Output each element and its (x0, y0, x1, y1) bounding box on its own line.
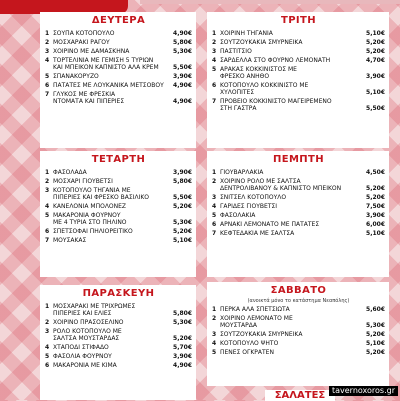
menu-item-name: ΚΟΤΟΠΟΥΛΟ ΤΗΓΑΝΙΑ ΜΕ ΠΙΠΕΡΙΕΣ ΚΑΙ ΦΡΕΣΚΟ ΒΑΣΙΛΙΚΟ (53, 187, 149, 201)
menu-item-number: 4 (212, 340, 217, 347)
menu-item (212, 178, 385, 192)
menu-item-number: 5 (212, 66, 217, 73)
menu-day-saturday (207, 282, 389, 386)
menu-item (45, 39, 192, 46)
menu-item (212, 48, 385, 55)
menu-item (45, 30, 192, 37)
menu-item-name: ΣΟΥΤΖΟΥΚΑΚΙΑ ΣΜΥΡΝΕΙΚΑ (220, 39, 303, 46)
menu-item-number: 4 (212, 57, 217, 64)
menu-item-number: 1 (45, 169, 50, 176)
menu-items (212, 169, 385, 237)
menu-item-name: ΓΙΟΥΒΑΡΛΑΚΙΑ (220, 169, 264, 176)
menu-item-price: 4,50€ (366, 169, 385, 176)
menu-item-name: ΦΑΣΟΛΙΑ ΦΟΥΡΝΟΥ (53, 353, 112, 360)
menu-item (212, 349, 385, 356)
menu-item-price: 7,50€ (366, 203, 385, 210)
menu-item-name: ΜΑΚΑΡΟΝΙΑ ΜΕ ΚΙΜΑ (53, 362, 117, 369)
day-subtitle: (ανοικτά μόνο το κατάστημα Νεαπόλης) (247, 298, 350, 304)
menu-item-price: 5,30€ (173, 319, 192, 326)
menu-day-monday (40, 12, 196, 148)
menu-item-name: ΠΑΤΑΤΕΣ ΜΕ ΛΟΥΚΑΝΙΚΑ ΜΕΤΣΟΒΟΥ (53, 82, 164, 89)
header-strip (140, 0, 400, 4)
menu-item-price: 3,90€ (366, 73, 385, 80)
menu-item-number: 3 (212, 331, 217, 338)
menu-item-price: 5,60€ (366, 306, 385, 313)
menu-item-price: 5,20€ (366, 48, 385, 55)
menu-item-name: ΧΟΙΡΙΝΟ ΛΕΜΟΝΑΤΟ ΜΕ ΜΟΥΣΤΑΡΔΑ (220, 315, 293, 329)
menu-item-price: 5,30€ (173, 219, 192, 226)
menu-item-number: 1 (45, 30, 50, 37)
menu-item-price: 3,90€ (173, 169, 192, 176)
menu-item-name: ΓΑΡΙΔΕΣ ΓΙΟΥΒΕΤΣΙ (220, 203, 278, 210)
menu-item-name: ΑΡΝΑΚΙ ΛΕΜΟΝΑΤΟ ΜΕ ΠΑΤΑΤΕΣ (220, 221, 320, 228)
salads-title: ΣΑΛΑΤΕΣ (265, 390, 335, 401)
menu-item (45, 48, 192, 55)
menu-item (45, 57, 192, 71)
menu-item (45, 328, 192, 342)
menu-item (212, 30, 385, 37)
menu-item-name: ΧΟΙΡΙΝΟ ΡΟΛΟ ΜΕ ΣΑΛΤΣΑ ΔΕΝΤΡΟΛΙΒΑΝΟΥ & ΚΑΠΝΙΣΤΟ ΜΠΕΙΚΟΝ (220, 178, 342, 192)
menu-item-number: 7 (45, 91, 50, 98)
menu-day-wednesday (40, 151, 196, 277)
menu-item (212, 82, 385, 96)
menu-item-price: 5,70€ (173, 344, 192, 351)
menu-item (45, 73, 192, 80)
day-title: ΔΕΥΤΕΡΑ (91, 15, 146, 26)
day-title: ΣΑΒΒΑΤΟ (270, 285, 327, 296)
menu-item-price: 6,00€ (366, 221, 385, 228)
menu-item-number: 2 (45, 178, 50, 185)
watermark: tavernoxoros.gr (329, 386, 398, 396)
menu-item-price: 5,20€ (173, 203, 192, 210)
menu-item-name: ΧΟΙΡΙΝΗ ΤΗΓΑΝΙΑ (220, 30, 273, 37)
menu-item (212, 212, 385, 219)
menu-item (212, 340, 385, 347)
menu-item (45, 203, 192, 210)
menu-item-name: ΣΟΥΤΖΟΥΚΑΚΙΑ ΣΜΥΡΝΕΙΚΑ (220, 331, 303, 338)
menu-item-number: 4 (45, 57, 50, 64)
menu-item-number: 6 (212, 82, 217, 89)
day-title: ΤΕΤΑΡΤΗ (91, 154, 146, 165)
menu-item-number: 5 (45, 73, 50, 80)
menu-item-number: 1 (212, 306, 217, 313)
menu-item-name: ΦΑΣΟΛΑΔΑ (53, 169, 87, 176)
menu-item-number: 3 (45, 187, 50, 194)
menu-item (45, 91, 192, 105)
menu-item-name: ΠΑΣΤΙΤΣΙΟ (220, 48, 252, 55)
menu-item-price: 4,70€ (366, 57, 385, 64)
menu-item-name: ΣΝΙΤΣΕΛ ΚΟΤΟΠΟΥΛΟ (220, 194, 287, 201)
menu-item-price: 4,90€ (173, 98, 192, 105)
menu-item-price: 5,80€ (173, 178, 192, 185)
menu-item-name: ΣΠΑΝΑΚΟΡΥΖΟ (53, 73, 99, 80)
menu-item-number: 6 (45, 82, 50, 89)
menu-item-price: 4,90€ (173, 82, 192, 89)
menu-item-number: 3 (45, 48, 50, 55)
menu-item-number: 3 (212, 48, 217, 55)
menu-item-price: 5,20€ (366, 331, 385, 338)
menu-item (45, 187, 192, 201)
menu-item (45, 169, 192, 176)
menu-item-price: 3,90€ (366, 212, 385, 219)
menu-item-price: 5,50€ (173, 194, 192, 201)
menu-day-friday (40, 285, 196, 400)
menu-item (45, 228, 192, 235)
menu-item-price: 5,10€ (366, 89, 385, 96)
menu-item-number: 1 (212, 30, 217, 37)
menu-items (212, 306, 385, 356)
menu-item (212, 203, 385, 210)
menu-item-number: 5 (212, 212, 217, 219)
menu-item (212, 57, 385, 64)
menu-item (212, 66, 385, 80)
menu-item-price: 5,20€ (366, 39, 385, 46)
menu-item-name: ΜΟΣΧΑΡΑΚΙ ΜΕ ΤΡΙΧΡΩΜΕΣ ΠΙΠΕΡΙΕΣ ΚΑΙ ΕΛΙΕΣ (53, 303, 136, 317)
menu-item-name: ΣΠΕΤΣΟΦΑΙ ΠΗΛΙΟΡΕΙΤΙΚΟ (53, 228, 133, 235)
menu-item-name: ΤΟΡΤΕΛΙΝΙΑ ΜΕ ΓΕΜΙΣΗ 5 ΤΥΡΙΩΝ ΚΑΙ ΜΠΕΙΚΟΝ ΚΑΠΝΙΣΤΟ ΑΛΑ ΚΡΕΜ (53, 57, 159, 71)
menu-item-name: ΑΡΑΚΑΣ ΚΟΚΚΙΝΙΣΤΟΣ ΜΕ ΦΡΕΣΚΟ ΑΝΗΘΟ (220, 66, 297, 80)
menu-item-name: ΧΟΙΡΙΝΟ ΜΕ ΔΑΜΑΣΚΗΝΑ (53, 48, 130, 55)
menu-item-price: 3,90€ (173, 353, 192, 360)
menu-item-number: 5 (45, 212, 50, 219)
menu-item-name: ΠΡΟΒΕΙΟ ΚΟΚΚΙΝΙΣΤΟ ΜΑΓΕΙΡΕΜΕΝΟ ΣΤΗ ΓΑΣΤΡΑ (220, 98, 332, 112)
menu-item-price: 5,30€ (366, 322, 385, 329)
menu-item-price: 5,20€ (173, 228, 192, 235)
menu-item (45, 178, 192, 185)
menu-item-name: ΠΕΡΚΑ ΑΛΑ ΣΠΕΤΣΙΩΤΑ (220, 306, 290, 313)
menu-item-number: 7 (45, 237, 50, 244)
menu-item-price: 5,80€ (173, 310, 192, 317)
menu-item-number: 2 (212, 178, 217, 185)
menu-item-name: ΧΟΙΡΙΝΟ ΠΡΑΣΟΣΕΛΙΝΟ (53, 319, 124, 326)
menu-day-tuesday (207, 12, 389, 148)
menu-item-price: 5,80€ (173, 39, 192, 46)
menu-item-price: 4,90€ (173, 362, 192, 369)
day-title: ΠΑΡΑΣΚΕΥΗ (82, 288, 155, 299)
menu-items (212, 30, 385, 112)
menu-item (45, 237, 192, 244)
menu-items (45, 303, 192, 369)
menu-item (212, 98, 385, 112)
menu-item (212, 194, 385, 201)
menu-item-name: ΣΟΥΠΑ ΚΟΤΟΠΟΥΛΟ (53, 30, 115, 37)
menu-item (45, 344, 192, 351)
menu-item (45, 82, 192, 89)
menu-item-number: 2 (45, 39, 50, 46)
menu-item-price: 4,90€ (173, 30, 192, 37)
menu-item-price: 5,10€ (366, 340, 385, 347)
menu-item-number: 2 (212, 39, 217, 46)
menu-item-name: ΜΑΚΑΡΟΝΙΑ ΦΟΥΡΝΟΥ ΜΕ 4 ΤΥΡΙΑ ΣΤΟ ΠΗΛΙΝΟ (53, 212, 127, 226)
menu-items (45, 169, 192, 244)
menu-item-name: ΜΟΣΧΑΡΑΚΙ ΡΑΓΟΥ (53, 39, 110, 46)
menu-item-number: 7 (212, 230, 217, 237)
menu-item (212, 306, 385, 313)
menu-item-price: 5,30€ (173, 48, 192, 55)
menu-item-name: ΧΤΑΠΟΔΙ ΣΤΙΦΑΔΟ (53, 344, 109, 351)
menu-item-price: 5,10€ (366, 30, 385, 37)
menu-item (45, 319, 192, 326)
menu-item (212, 331, 385, 338)
menu-item-name: ΜΟΥΣΑΚΑΣ (53, 237, 87, 244)
menu-item-price: 5,20€ (366, 194, 385, 201)
menu-item-name: ΠΕΝΕΣ ΟΓΚΡΑΤΕΝ (220, 349, 274, 356)
menu-day-thursday (207, 151, 389, 277)
menu-item (212, 39, 385, 46)
menu-item (212, 230, 385, 237)
menu-item-name: ΚΕΦΤΕΔΑΚΙΑ ΜΕ ΣΑΛΤΣΑ (220, 230, 295, 237)
menu-item-number: 1 (212, 169, 217, 176)
menu-items (45, 30, 192, 105)
menu-item-price: 5,20€ (366, 349, 385, 356)
day-title: ΠΕΜΠΤΗ (272, 154, 325, 165)
menu-item-price: 3,90€ (173, 73, 192, 80)
menu-item-number: 3 (45, 328, 50, 335)
menu-item-price: 5,50€ (173, 64, 192, 71)
menu-item-name: ΡΟΛΟ ΚΟΤΟΠΟΥΛΟ ΜΕ ΣΑΛΤΣΑ ΜΟΥΣΤΑΡΔΑΣ (53, 328, 122, 342)
menu-item-price: 5,10€ (173, 237, 192, 244)
menu-item-name: ΦΑΣΟΛΑΚΙΑ (220, 212, 256, 219)
menu-item-number: 6 (45, 362, 50, 369)
menu-item-number: 2 (212, 315, 217, 322)
menu-item-number: 4 (212, 203, 217, 210)
menu-item-name: ΚΟΤΟΠΟΥΛΟ ΨΗΤΟ (220, 340, 279, 347)
menu-item (45, 353, 192, 360)
menu-item-number: 4 (45, 203, 50, 210)
menu-item-price: 5,50€ (366, 105, 385, 112)
menu-item (212, 169, 385, 176)
menu-item (212, 221, 385, 228)
menu-item (45, 212, 192, 226)
menu-item-name: ΚΟΤΟΠΟΥΛΟ ΚΟΚΚΙΝΙΣΤΟ ΜΕ ΧΥΛΟΠΙΤΕΣ (220, 82, 309, 96)
menu-item-price: 5,20€ (173, 335, 192, 342)
menu-item-number: 5 (212, 349, 217, 356)
menu-item-number: 1 (45, 303, 50, 310)
menu-item-name: ΣΑΡΔΕΛΛΑ ΣΤΟ ΦΟΥΡΝΟ ΛΕΜΟΝΑΤΗ (220, 57, 331, 64)
day-title: ΤΡΙΤΗ (280, 15, 317, 26)
menu-item-number: 7 (212, 98, 217, 105)
menu-item-number: 5 (45, 353, 50, 360)
menu-item-name: ΚΑΝΕΛΟΝΙΑ ΜΠΟΛΟΝΕΖ (53, 203, 127, 210)
menu-item-price: 5,20€ (366, 185, 385, 192)
menu-item-number: 6 (45, 228, 50, 235)
menu-item-number: 6 (212, 221, 217, 228)
menu-item (45, 362, 192, 369)
menu-item-number: 3 (212, 194, 217, 201)
menu-item-number: 2 (45, 319, 50, 326)
menu-item-number: 4 (45, 344, 50, 351)
menu-item (45, 303, 192, 317)
menu-item-name: ΜΟΣΧΑΡΙ ΓΙΟΥΒΕΤΣΙ (53, 178, 113, 185)
menu-item-name: ΓΛΥΚΟΣ ΜΕ ΦΡΕΣΚΙΑ ΝΤΟΜΑΤΑ ΚΑΙ ΠΙΠΕΡΙΕΣ (53, 91, 125, 105)
menu-item (212, 315, 385, 329)
menu-item-price: 5,10€ (366, 230, 385, 237)
